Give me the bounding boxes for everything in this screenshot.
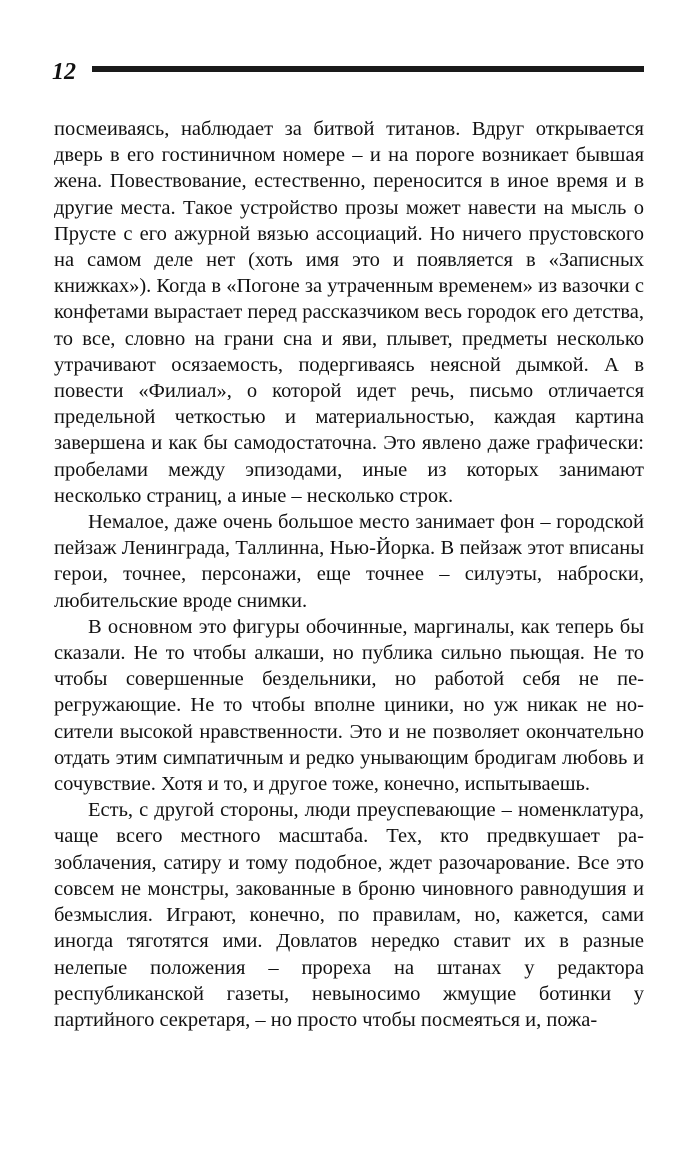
header-rule — [92, 66, 644, 72]
paragraph: Немалое, даже очень большое место занимает фон – городской пейзаж Ленинграда, Таллинна, Нью-Йорка. В пейзаж этот вписаны герои, точнее, персонажи, еще точнее – силуэты, наброски, любительские вроде снимки. — [54, 511, 644, 612]
page-header — [52, 58, 644, 88]
paragraph: В основном это фигуры обочинные, маргиналы, как теперь бы сказали. Не то чтобы алкаши, но публика сильно пьющая. Не то чтобы совершенные бездельники, но работой себя не перегружающие. Не то чтобы вполне циники, но уж никак не носители высокой нравственности. Это и не позволяет окончательно отдать этим симпатичным и редко унывающим бродигам любовь и сочувствие. Хотя и то, и другое тоже, конечно, испытываешь. — [54, 615, 644, 796]
paragraph: посмеиваясь, наблюдает за битвой титанов. Вдруг открывается дверь в его гостиничном номере – и на пороге возникает бывшая жена. Повествование, естественно, переносится в иное время и в другие места. Такое устройство прозы может навести на мысль о Прусте с его ажурной вязью ассоциаций. Но ничего прустовского на самом деле нет (хоть имя это и появляется в «Записных книжках»). Когда в «Погоне за утраченным временем» из вазочки с конфетами вырастает перед рассказчиком весь городок его детства, то все, словно на грани сна и яви, плывет, предметы несколько утрачивают осязаемость, подергиваясь неясной дымкой. А в повести «Филиал», о которой идет речь, письмо отличается предельной четкостью и материальностью, каждая картина завершена и как бы самодостаточна. Это явлено даже графически: пробелами между эпизодами, иные из которых занимают несколько страниц, а иные – несколько строк. — [54, 118, 644, 507]
paragraph: Есть, с другой стороны, люди преуспевающие – номенклатура, чаще всего местного масштаба. Тех, кто предвкушает разоблачения, сатиру и тому подобное, ждет разочарование. Все это совсем не монстры, закованные в броню чиновного равнодушия и безмыслия. Играют, конечно, по правилам, но, кажется, сами иногда тяготятся ими. Довлатов нередко ставит их в разные нелепые положения – прореха на штанах у редактора республиканской газеты, невыносимо жмущие ботинки у партийного секретаря, – но просто чтобы посмеяться и, пожа- — [54, 799, 644, 1031]
page-number: 12 — [52, 59, 76, 85]
text-body — [54, 116, 644, 1033]
